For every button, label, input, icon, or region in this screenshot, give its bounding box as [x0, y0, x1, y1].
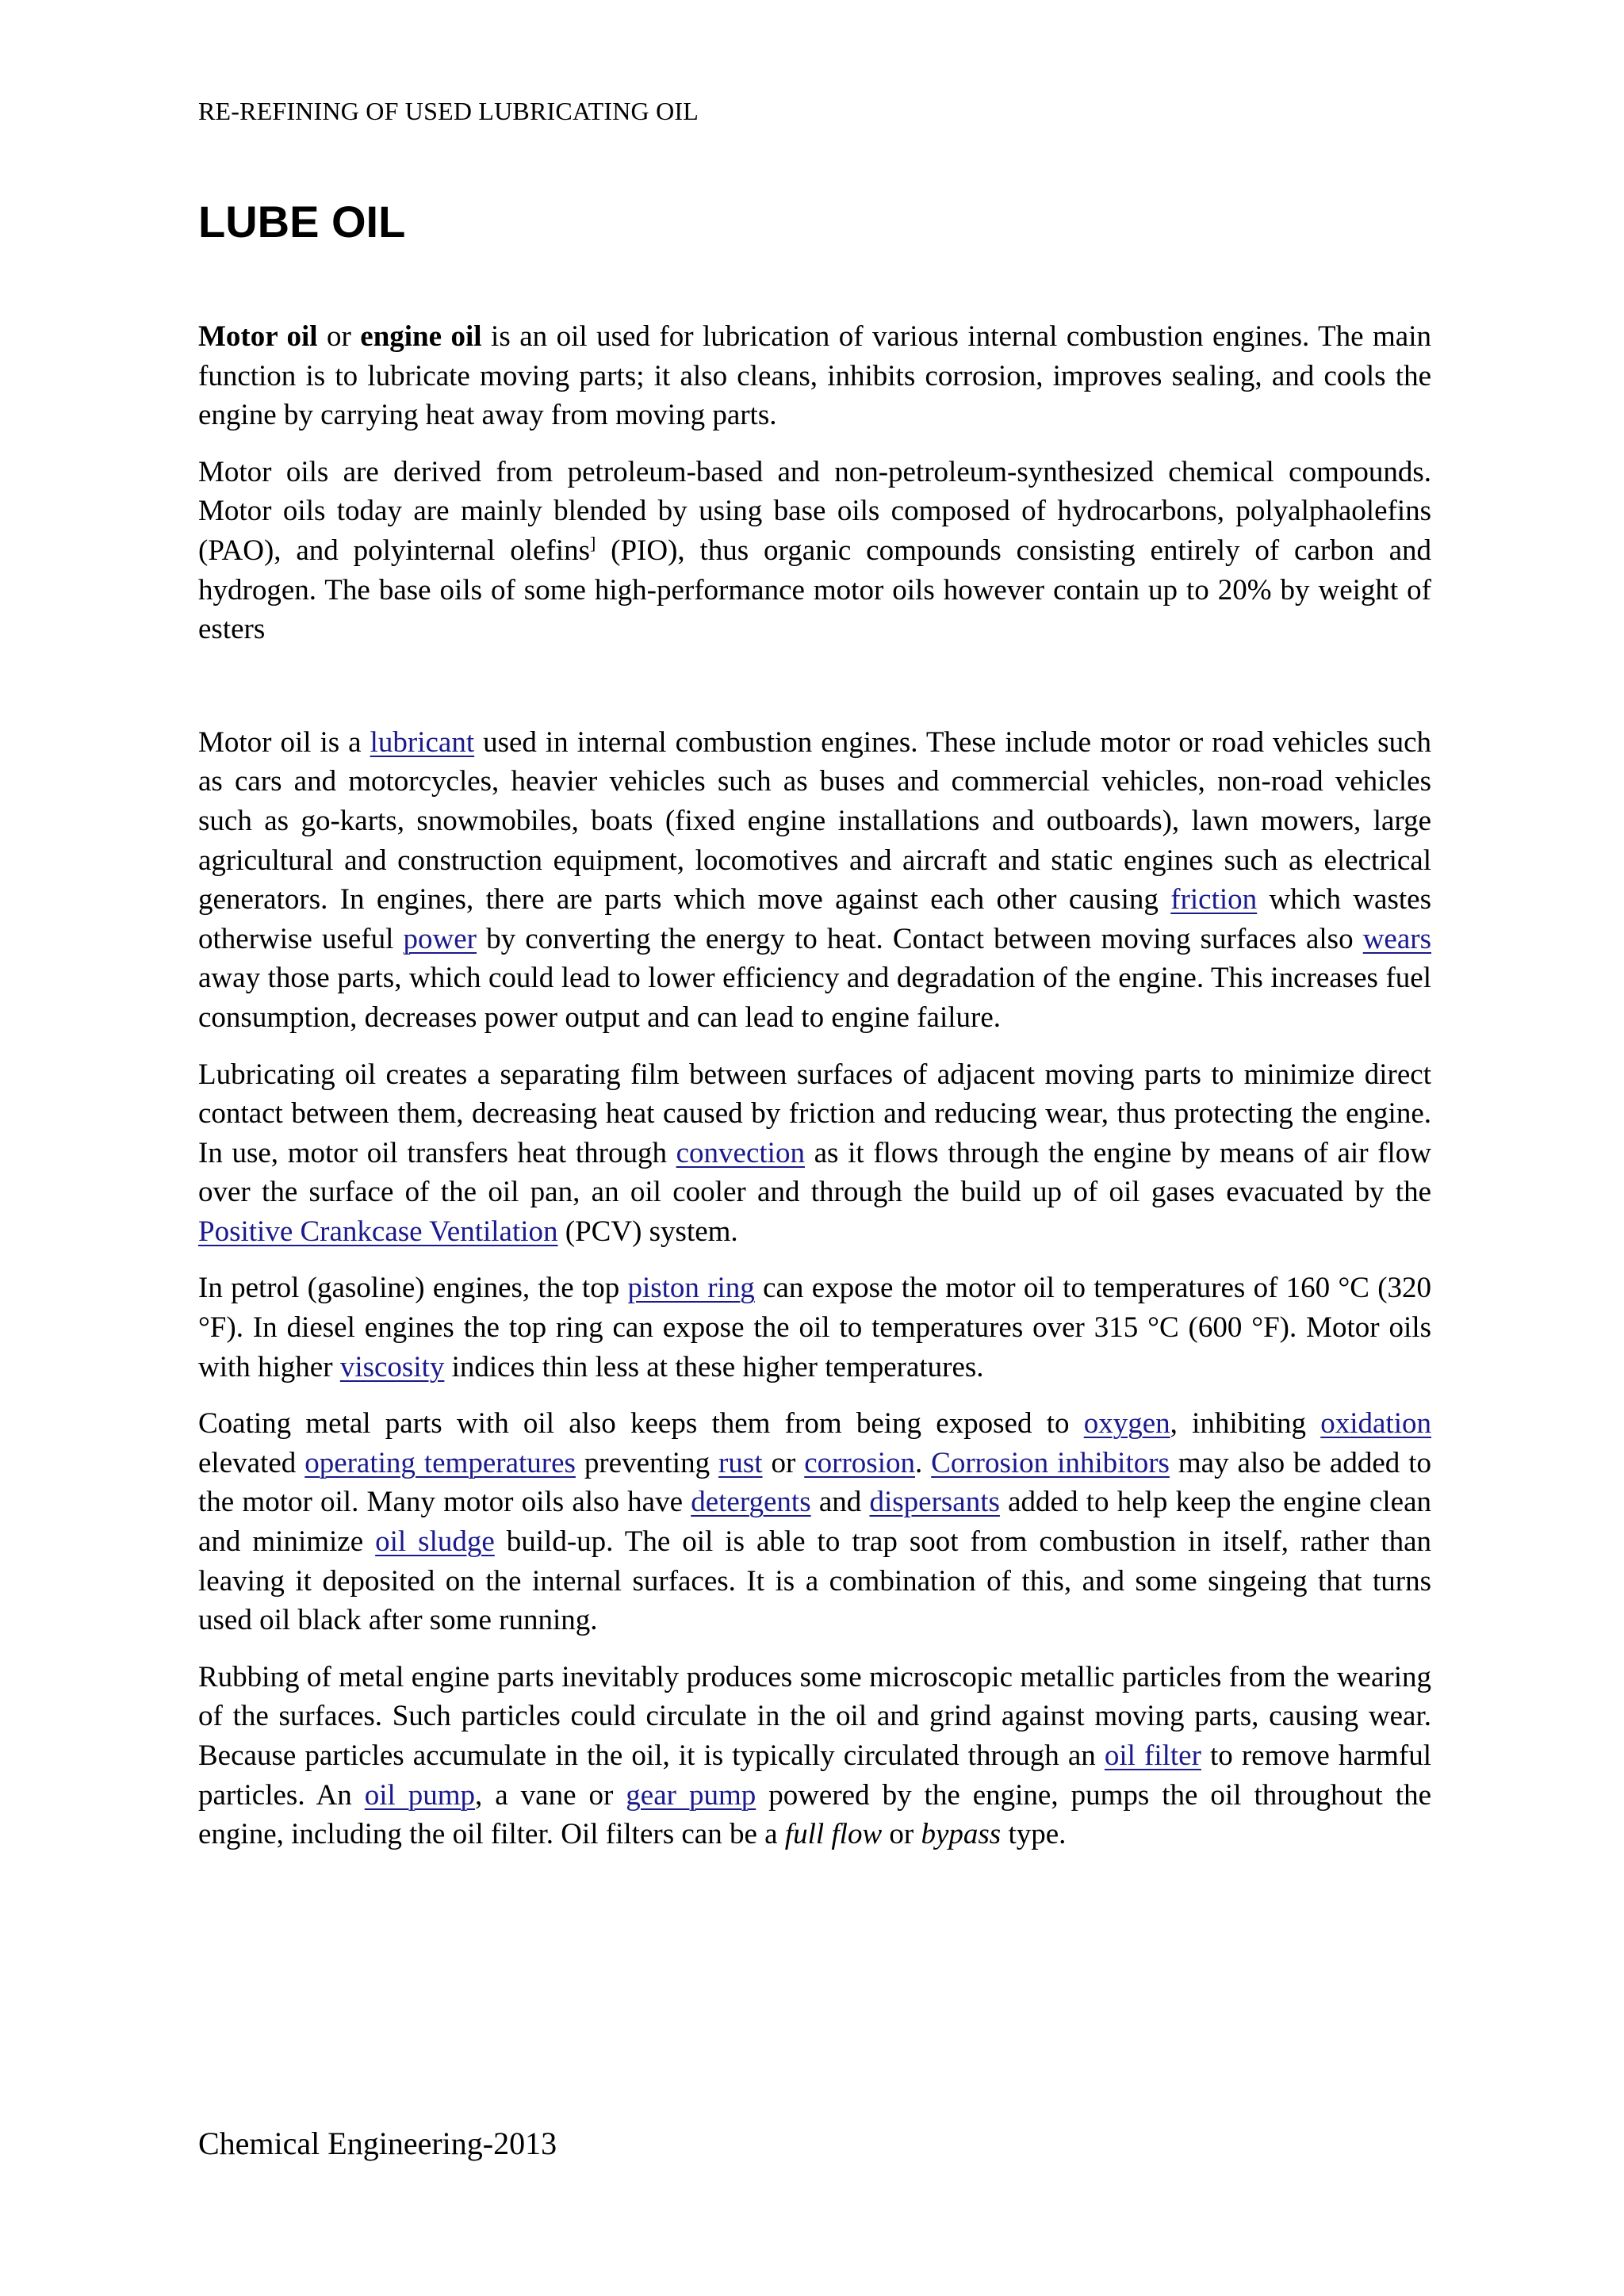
text: and	[810, 1486, 870, 1519]
text: Lubricating oil creates a separating film between surfaces of adjacent moving parts to minimize direct contact between them, decreasing heat caused by friction and reducing wear, thus protecting the engine. In use, motor oil transfers heat through	[198, 1058, 1431, 1169]
link-oil-pump[interactable]: oil pump	[364, 1778, 476, 1812]
text: can expose the motor oil to temperatures of 160 °C (320 °F). In diesel engines the top ring can expose the oil to temperatures over 315 °C (600 °F). Motor oils with higher	[198, 1272, 1432, 1383]
paragraph-filtration	[198, 1658, 1431, 1854]
text: elevated	[198, 1446, 305, 1479]
text: by converting the energy to heat. Contact between moving surfaces also	[476, 922, 1363, 955]
link-detergents[interactable]: detergents	[691, 1486, 811, 1519]
link-friction[interactable]: friction	[1170, 883, 1258, 916]
text: , inhibiting	[1170, 1407, 1321, 1441]
text: is an oil used for lubrication of various internal combustion engines. The main function is to lubricate moving parts; it also cleans, inhibits corrosion, improves sealing, and cools the engine by carrying heat away from moving parts.	[198, 320, 1432, 432]
link-positive-crankcase-ventilation[interactable]: Positive Crankcase Ventilation	[198, 1215, 558, 1248]
term-motor-oil: Motor oil	[198, 320, 318, 353]
link-convection[interactable]: convection	[676, 1136, 805, 1169]
text: or	[317, 320, 361, 353]
text: Motor oil is a	[198, 725, 370, 759]
text: build-up. The oil is able to trap soot from combustion in itself, rather than leaving it deposited on the internal surfaces. It is a combination of this, and some singeing that turns used oil black after some running.	[198, 1525, 1431, 1637]
term-full-flow: full flow	[784, 1818, 883, 1851]
text: preventing	[575, 1446, 719, 1479]
text: Motor oils are derived from petroleum-based and non-petroleum-synthesized chemical compounds. Motor oils today are mainly blended by using base oils composed of hydrocarbons, polyalphaolefins (PAO), and polyinternal olefins	[198, 455, 1431, 567]
text: which wastes otherwise useful	[198, 883, 1431, 955]
paragraph-base-oils	[198, 453, 1431, 649]
term-engine-oil: engine oil	[360, 320, 482, 353]
text: away those parts, which could lead to lower efficiency and degradation of the engine. This increases fuel consumption, decreases power output and can lead to engine failure.	[198, 962, 1431, 1034]
link-oil-sludge[interactable]: oil sludge	[375, 1525, 495, 1559]
link-oxidation[interactable]: oxidation	[1320, 1407, 1431, 1441]
text: Coating metal parts with oil also keeps them from being exposed to	[198, 1407, 1084, 1441]
text: used in internal combustion engines. These include motor or road vehicles such as cars and motorcycles, heavier vehicles such as buses and commercial vehicles, non-road vehicles such as go-karts, snowmobiles, boats (fixed engine installations and outboards), lawn mowers, large agricultural and construction equipment, locomotives and aircraft and static engines such as electrical generators. In engines, there are parts which move against each other causing	[198, 725, 1431, 916]
running-footer: Chemical Engineering-2013	[198, 2126, 557, 2161]
running-header: RE-REFINING OF USED LUBRICATING OIL	[198, 97, 699, 125]
text: or	[762, 1446, 805, 1479]
text: (PIO), thus organic compounds consisting entirely of carbon and hydrogen. The base oils of some high-performance motor oils however contain up to 20% by weight of esters	[198, 534, 1431, 646]
paragraph-temperatures	[198, 1269, 1431, 1387]
text: .	[914, 1446, 932, 1479]
text: In petrol (gasoline) engines, the top	[198, 1272, 628, 1305]
text: added to help keep the engine clean and minimize	[198, 1486, 1431, 1559]
paragraph-usage	[198, 723, 1431, 1038]
link-corrosion[interactable]: corrosion	[804, 1446, 915, 1479]
link-rust[interactable]: rust	[718, 1446, 763, 1479]
link-viscosity[interactable]: viscosity	[339, 1350, 445, 1383]
text: or	[882, 1818, 921, 1851]
link-piston-ring[interactable]: piston ring	[627, 1272, 755, 1305]
paragraph-coating	[198, 1404, 1431, 1640]
text: indices thin less at these higher temperatures.	[444, 1350, 984, 1383]
text: as it flows through the engine by means of air flow over the surface of the oil pan, an oil cooler and through the build up of oil gases evacuated by the	[198, 1136, 1432, 1209]
link-dispersants[interactable]: dispersants	[869, 1486, 1000, 1519]
text: , a vane or	[475, 1778, 626, 1812]
link-wears[interactable]: wears	[1362, 922, 1431, 955]
body-text	[198, 317, 1431, 1872]
paragraph-lubricating-film	[198, 1055, 1431, 1252]
text: may also be added to the motor oil. Many motor oils also have	[198, 1446, 1431, 1519]
link-operating-temperatures[interactable]: operating temperatures	[304, 1446, 576, 1479]
link-lubricant[interactable]: lubricant	[370, 725, 475, 759]
text: (PCV) system.	[557, 1215, 738, 1248]
term-bypass: bypass	[921, 1818, 1002, 1851]
link-oil-filter[interactable]: oil filter	[1104, 1739, 1201, 1772]
text: powered by the engine, pumps the oil throughout the engine, including the oil filter. Oil filters can be a	[198, 1778, 1432, 1851]
link-gear-pump[interactable]: gear pump	[626, 1778, 756, 1812]
text: Rubbing of metal engine parts inevitably produces some microscopic metallic particles from the wearing of the surfaces. Such particles could circulate in the oil and grind against moving parts, causing wear. Because particles accumulate in the oil, it is typically circulated through an	[198, 1660, 1431, 1772]
paragraph-motor-oil-definition	[198, 317, 1431, 435]
text: to remove harmful particles. An	[198, 1739, 1431, 1812]
text: type.	[1001, 1818, 1067, 1851]
link-oxygen[interactable]: oxygen	[1083, 1407, 1170, 1441]
link-corrosion-inhibitors[interactable]: Corrosion inhibitors	[931, 1446, 1170, 1479]
link-power[interactable]: power	[403, 922, 477, 955]
reference-mark: ]	[589, 533, 596, 553]
page-title: LUBE OIL	[198, 197, 406, 247]
